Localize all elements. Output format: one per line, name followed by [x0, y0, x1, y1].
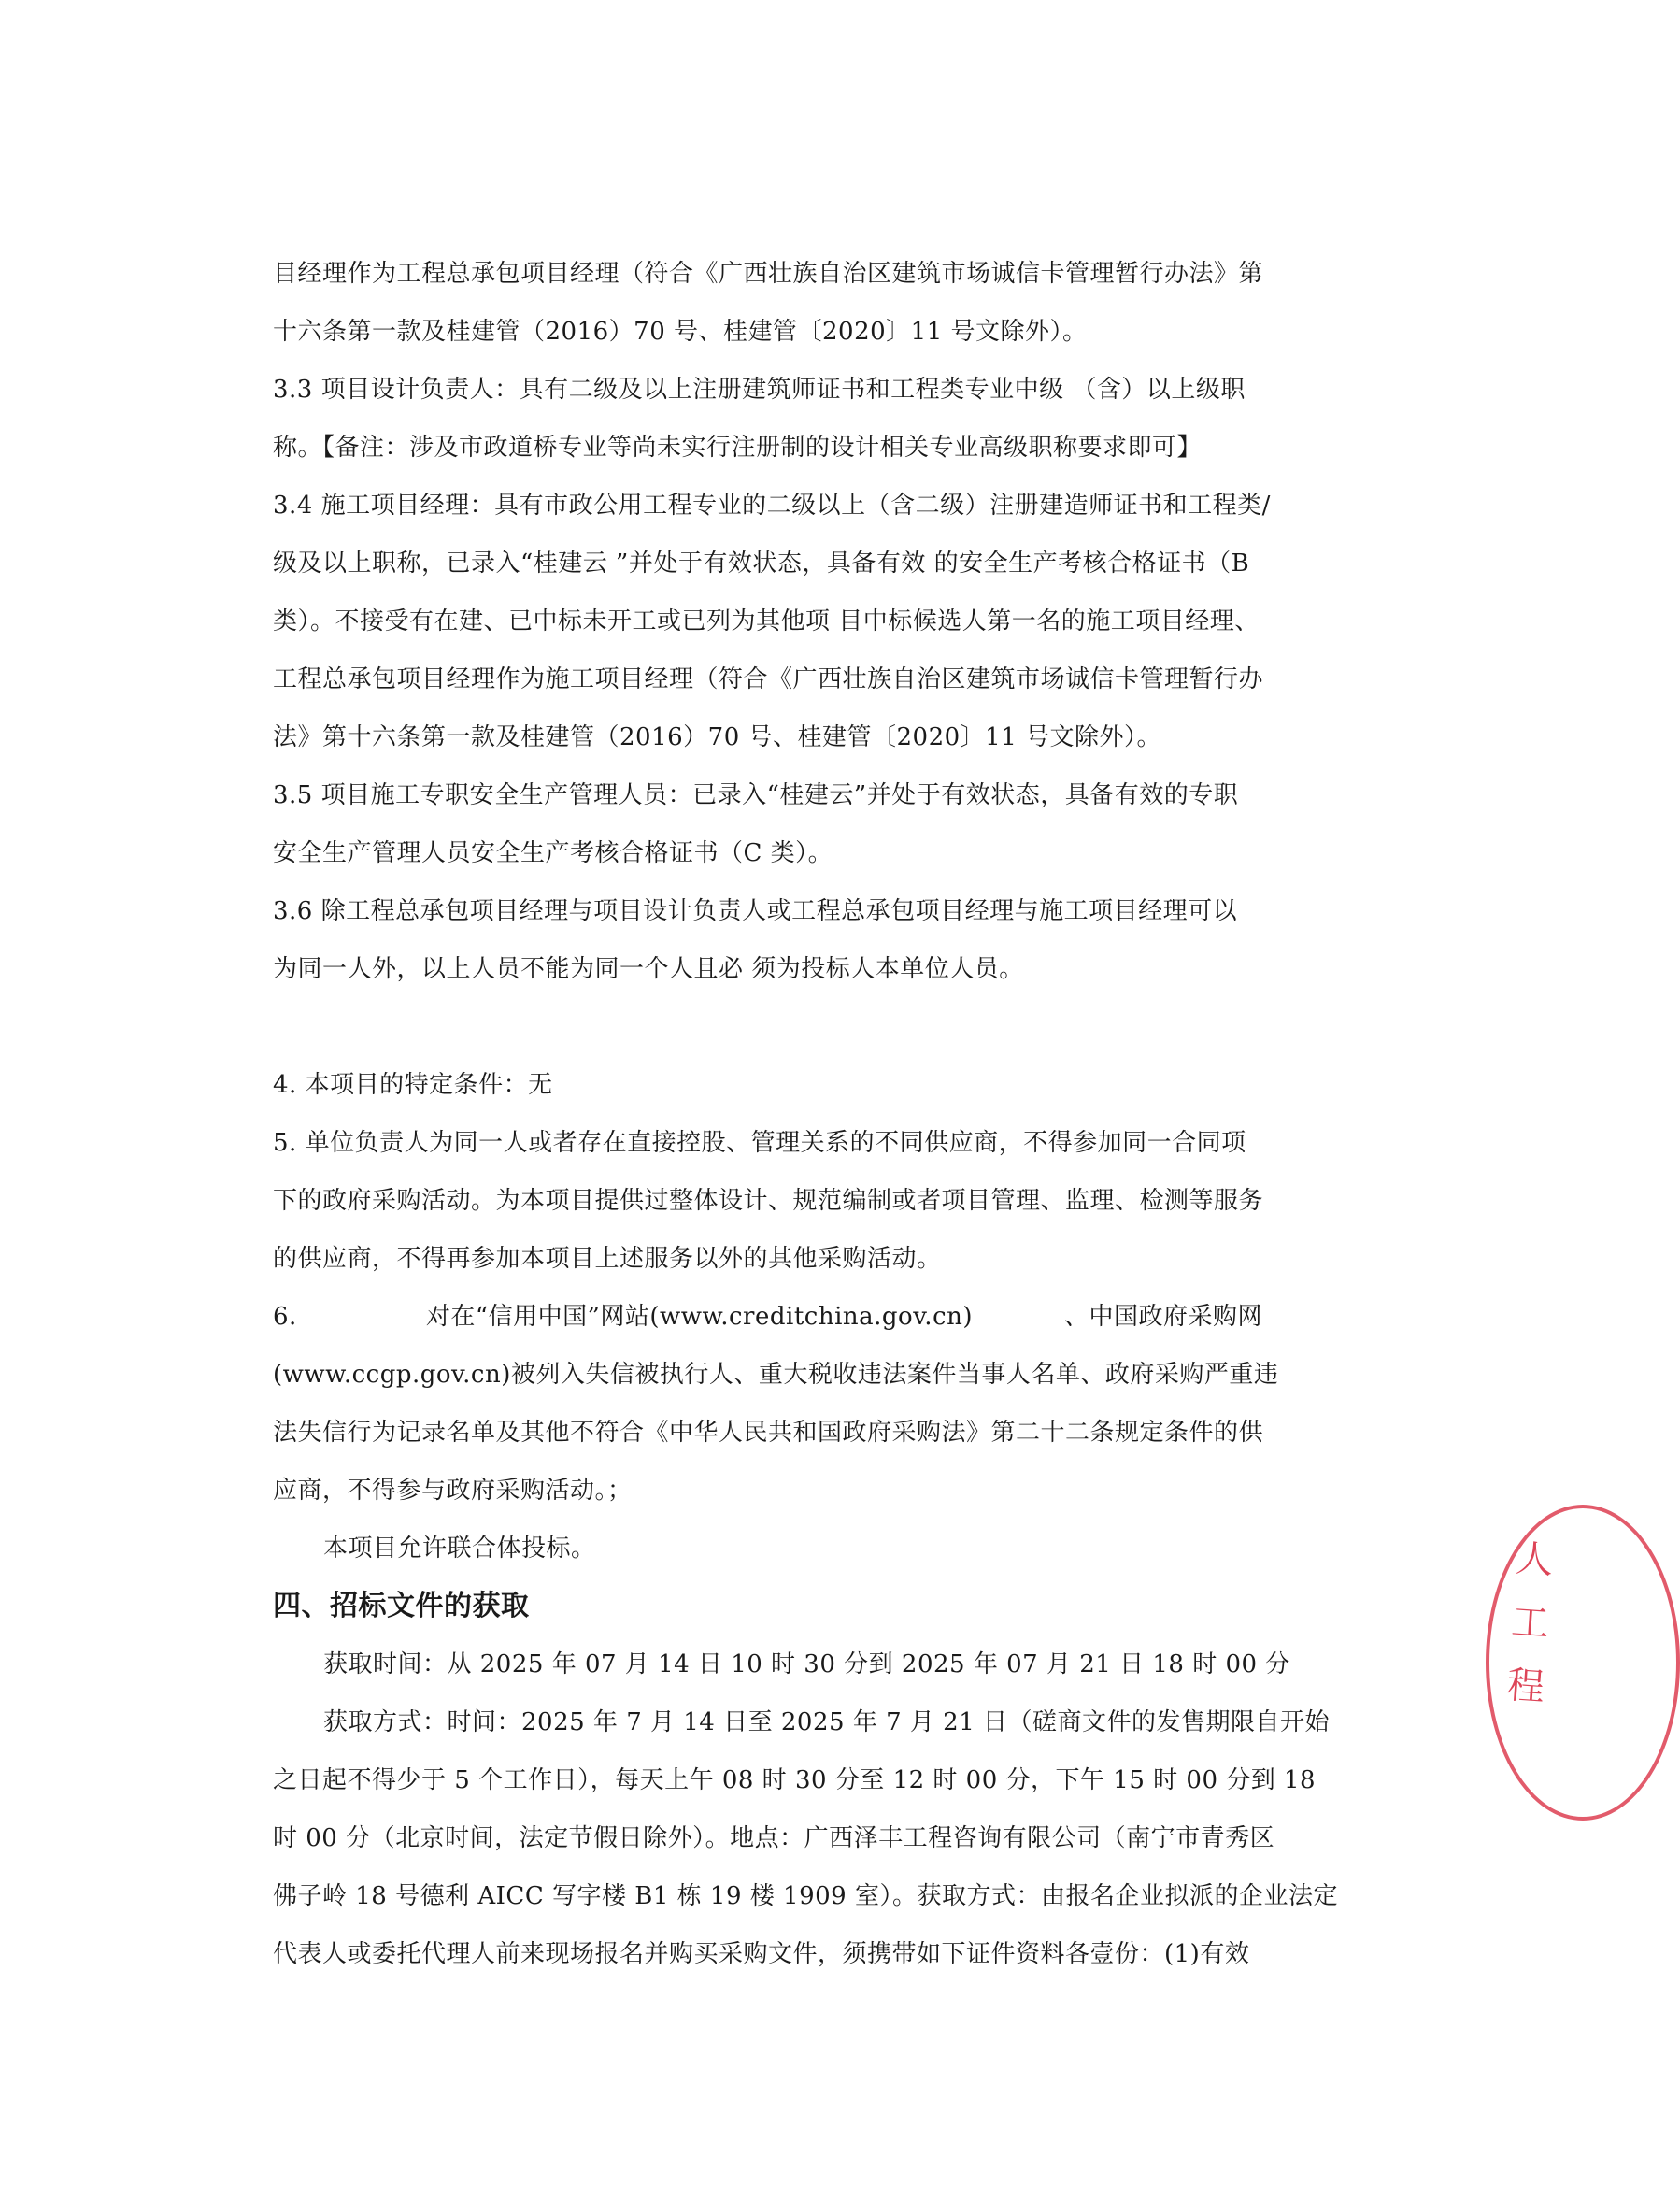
clause-3-4: 3.4 施工项目经理：具有市政公用工程专业的二级以上（含二级）注册建造师证书和工程类/ [273, 492, 1271, 520]
clause-4: 4. 本项目的特定条件：无 [273, 1071, 553, 1099]
text-line: 十六条第一款及桂建管（2016）70 号、桂建管〔2020〕11 号文除外）。 [273, 318, 1088, 346]
text-line: 法失信行为记录名单及其他不符合《中华人民共和国政府采购法》第二十二条规定条件的供 [273, 1419, 1264, 1447]
text-line: 安全生产管理人员安全生产考核合格证书（C 类）。 [273, 839, 833, 867]
section-heading: 四、招标文件的获取 [273, 1590, 530, 1622]
text-line: 下的政府采购活动。为本项目提供过整体设计、规范编制或者项目管理、监理、检测等服务 [273, 1187, 1264, 1215]
text-line: 工程总承包项目经理作为施工项目经理（符合《广西壮族自治区建筑市场诚信卡管理暂行办 [273, 665, 1264, 693]
clause-3-6: 3.6 除工程总承包项目经理与项目设计负责人或工程总承包项目经理与施工项目经理可以 [273, 897, 1238, 925]
seal-char: 工 [1510, 1600, 1551, 1647]
consortium-note: 本项目允许联合体投标。 [323, 1535, 596, 1563]
text-line: 目经理作为工程总承包项目经理（符合《广西壮族自治区建筑市场诚信卡管理暂行办法》第 [273, 260, 1264, 288]
text-line: 应商，不得参与政府采购活动。； [273, 1477, 633, 1505]
clause-6 [273, 1288, 1301, 1346]
text-line: 为同一人外，以上人员不能为同一个人且必 须为投标人本单位人员。 [273, 955, 1024, 983]
text-line: 法》第十六条第一款及桂建管（2016）70 号、桂建管〔2020〕11 号文除外）。 [273, 723, 1162, 751]
text-line: 类）。不接受有在建、已中标未开工或已列为其他项 目中标候选人第一名的施工项目经理、 [273, 607, 1260, 636]
clause-3-5: 3.5 项目施工专职安全生产管理人员：已录入“桂建云”并处于有效状态，具备有效的专职 [273, 781, 1239, 809]
clause-5: 5. 单位负责人为同一人或者存在直接控股、管理关系的不同供应商，不得参加同一合同项 [273, 1129, 1246, 1157]
obtain-method: 获取方式：时间：2025 年 7 月 14 日至 2025 年 7 月 21 日（磋商文件的发售期限自开始 [323, 1708, 1330, 1736]
obtain-time: 获取时间：从 2025 年 07 月 14 日 10 时 30 分到 2025 年 07 月 21 日 18 时 00 分 [323, 1650, 1290, 1678]
clause-6-number: 6. [273, 1303, 297, 1331]
text-line: 之日起不得少于 5 个工作日），每天上午 08 时 30 分至 12 时 00 分，下午 15 时 00 分到 18 [273, 1766, 1317, 1794]
document-body [273, 245, 1338, 1983]
clause-6-text-a: 对在“信用中国”网站(www.creditchina.gov.cn) [425, 1303, 974, 1331]
text-line: 时 00 分（北京时间，法定节假日除外）。地点：广西泽丰工程咨询有限公司（南宁市青秀区 [273, 1824, 1275, 1852]
text-line: 的供应商，不得再参加本项目上述服务以外的其他采购活动。 [273, 1245, 942, 1273]
clause-6-text-b: 、中国政府采购网 [1064, 1303, 1263, 1331]
text-line: 称。【备注：涉及市政道桥专业等尚未实行注册制的设计相关专业高级职称要求即可】 [273, 434, 1203, 462]
text-line: 代表人或委托代理人前来现场报名并购买采购文件，须携带如下证件资料各壹份：(1)有效 [273, 1940, 1250, 1968]
text-line: 级及以上职称，已录入“桂建云 ”并处于有效状态，具备有效 的安全生产考核合格证书（B [273, 550, 1250, 578]
seal-char: 程 [1505, 1664, 1546, 1710]
text-line: (www.ccgp.gov.cn)被列入失信被执行人、重大税收违法案件当事人名单、政府采购严重违 [273, 1361, 1279, 1389]
text-line: 佛子岭 18 号德利 AICC 写字楼 B1 栋 19 楼 1909 室）。获取方式：由报名企业拟派的企业法定 [273, 1882, 1338, 1910]
clause-3-3: 3.3 项目设计负责人：具有二级及以上注册建筑师证书和工程类专业中级 （含）以上级职 [273, 376, 1246, 404]
spacer [273, 998, 1301, 1056]
seal-char: 人 [1514, 1536, 1555, 1583]
